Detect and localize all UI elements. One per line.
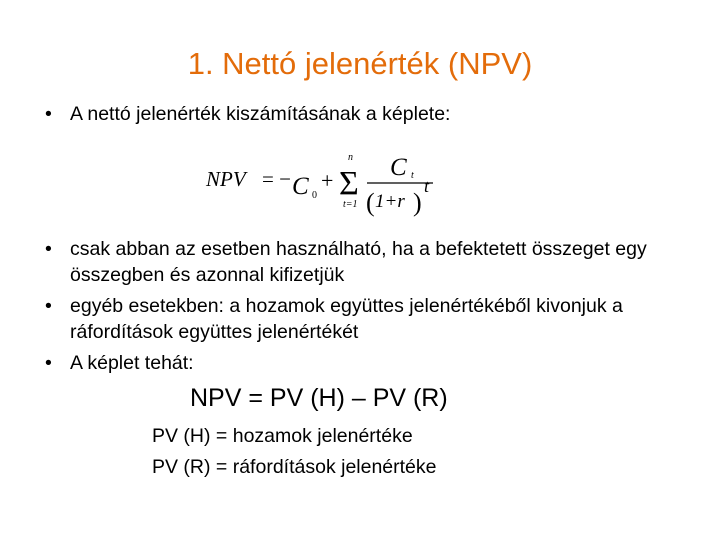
bullet-item-other-cases — [45, 293, 695, 345]
formula-plus: + — [321, 168, 334, 193]
legend-pv-h: PV (H) = hozamok jelenértéke — [152, 425, 413, 447]
npv-main-formula: NPV = PV (H) – PV (R) — [190, 384, 448, 412]
formula-c0-sub: 0 — [312, 190, 317, 201]
formula-denominator-body: 1+r — [375, 191, 405, 212]
formula-numerator-sub: t — [411, 170, 414, 181]
bullet-text: csak abban az esetben használható, ha a befektetett összeget egy összegben és azonnal kifizetjük — [70, 238, 647, 286]
bullet-mark: • — [45, 103, 52, 125]
bullet-item-formula-intro — [45, 101, 695, 127]
formula-sigma: Σ — [339, 165, 359, 202]
formula-c0: C — [292, 173, 309, 200]
bullet-text: A képlet tehát: — [70, 352, 194, 374]
formula-denominator-open: ( — [366, 188, 375, 217]
bullet-mark: • — [45, 238, 52, 260]
formula-sum-upper: n — [348, 152, 353, 163]
bullet-text: egyéb esetekben: a hozamok együttes jelenértékéből kivonjuk a ráfordítások együttes jelenértékét — [70, 295, 623, 343]
formula-equals-minus: = − — [262, 167, 291, 191]
npv-formula-image — [200, 148, 450, 228]
bullet-mark: • — [45, 352, 52, 374]
formula-exponent: t — [424, 176, 430, 196]
npv-formula-svg — [200, 148, 450, 228]
legend-pv-r: PV (R) = ráfordítások jelenértéke — [152, 456, 437, 478]
formula-numerator: C — [390, 154, 407, 181]
slide-title: 1. Nettó jelenérték (NPV) — [187, 46, 533, 81]
bullet-text: A nettó jelenérték kiszámításának a képlete: — [70, 103, 451, 125]
formula-sum-lower: t=1 — [343, 199, 358, 210]
bullet-item-formula-therefore — [45, 350, 695, 376]
formula-denominator-close: ) — [413, 188, 422, 217]
formula-npv: NPV — [206, 167, 246, 191]
bullet-item-condition — [45, 236, 695, 288]
bullet-mark: • — [45, 295, 52, 317]
